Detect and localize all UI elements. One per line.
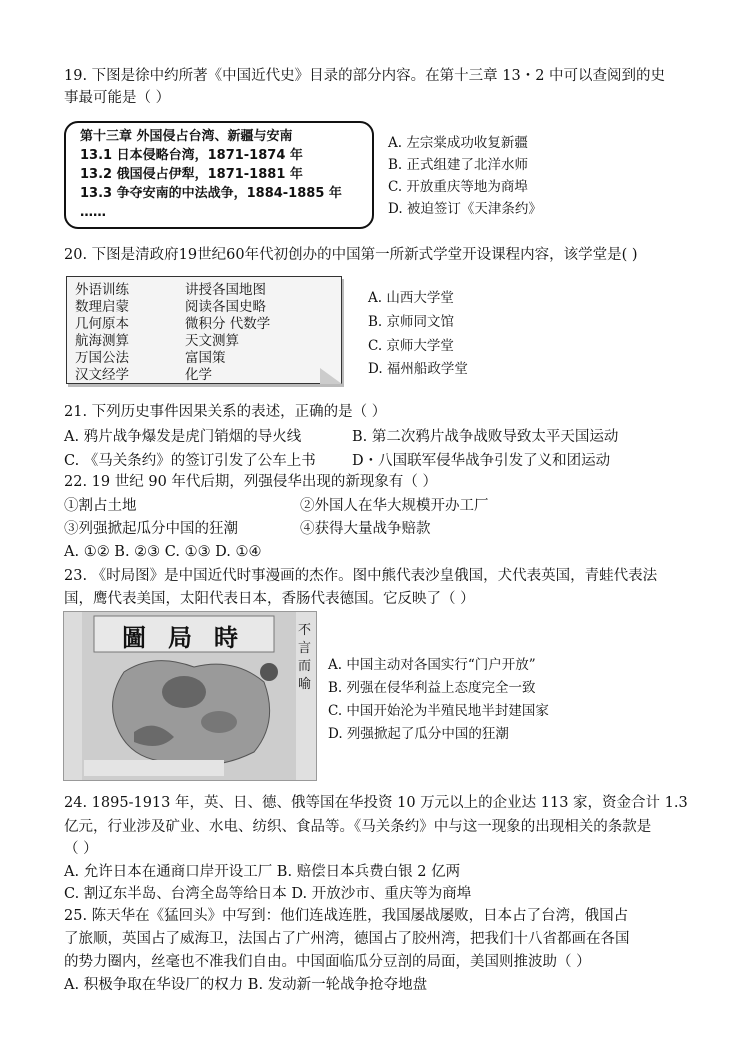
q20-curriculum-box bbox=[66, 276, 342, 384]
q20-option-a[interactable]: A. 山西大学堂 bbox=[368, 290, 454, 306]
q21-option-a[interactable]: A. 鸦片战争爆发是虎门销烟的导火线 bbox=[64, 429, 302, 445]
q25-stem-line1: 25. 陈天华在《猛回头》中写到：他们连战连胜，我国屡战屡败，日本占了台湾，俄国占 bbox=[64, 908, 629, 924]
q20-course: 讲授各国地图 bbox=[185, 282, 266, 298]
q20-course: 外语训练 bbox=[75, 282, 129, 298]
q20-course: 富国策 bbox=[185, 350, 226, 366]
q23-stem-line2: 国，鹰代表美国，太阳代表日本，香肠代表德国。它反映了（ ） bbox=[64, 591, 475, 607]
q19-box-row: 13.3 争夺安南的中法战争，1884-1885 年 bbox=[80, 186, 342, 201]
q21-stem: 21. 下列历史事件因果关系的表述，正确的是（ ） bbox=[64, 404, 387, 420]
q19-stem-line1: 19. 下图是徐中约所著《中国近代史》目录的部分内容。在第十三章 13・2 中可以查阅到的史 bbox=[64, 68, 666, 84]
q23-option-d[interactable]: D. 列强掀起了瓜分中国的狂潮 bbox=[328, 726, 509, 742]
page-curl-decoration bbox=[320, 368, 342, 384]
q19-stem-line2: 事最可能是（ ） bbox=[64, 90, 171, 106]
q20-course: 天文测算 bbox=[185, 333, 239, 349]
q20-course: 数理启蒙 bbox=[75, 299, 129, 315]
q20-option-b[interactable]: B. 京师同文馆 bbox=[368, 314, 455, 330]
q19-option-b[interactable]: B. 正式组建了北洋水师 bbox=[388, 157, 529, 173]
q20-course: 阅读各国史略 bbox=[185, 299, 266, 315]
q25-options-ab[interactable]: A. 积极争取在华设厂的权力 B. 发动新一轮战争抢夺地盘 bbox=[64, 977, 428, 993]
q21-option-c[interactable]: C. 《马关条约》的签订引发了公车上书 bbox=[64, 453, 316, 469]
q20-course: 万国公法 bbox=[75, 350, 129, 366]
q20-option-c[interactable]: C. 京师大学堂 bbox=[368, 338, 454, 354]
q20-option-d[interactable]: D. 福州船政学堂 bbox=[368, 361, 468, 377]
q19-contents-box bbox=[64, 121, 374, 229]
q23-stem-line1: 23. 《时局图》是中国近代时事漫画的杰作。图中熊代表沙皇俄国，犬代表英国，青蛙代表法 bbox=[64, 568, 658, 584]
q25-stem-line2: 了旅顺，英国占了威海卫，法国占了广州湾，德国占了胶州湾，把我们十八省都画在各国 bbox=[64, 931, 630, 947]
q22-item-2: ②外国人在华大规模开办工厂 bbox=[300, 498, 489, 514]
q19-box-row: 13.2 俄国侵占伊犁，1871-1881 年 bbox=[80, 167, 303, 182]
q20-course: 汉文经学 bbox=[75, 367, 129, 383]
q20-course: 航海测算 bbox=[75, 333, 129, 349]
q19-box-chapter: 第十三章 外国侵占台湾、新疆与安南 bbox=[80, 129, 293, 144]
cartoon-title: 圖局時 bbox=[122, 623, 260, 652]
q21-option-d[interactable]: D・八国联军侵华战争引发了义和团运动 bbox=[352, 453, 611, 469]
shiju-tu-cartoon bbox=[63, 611, 317, 781]
q19-option-a[interactable]: A. 左宗棠成功收复新疆 bbox=[388, 135, 528, 151]
q20-course: 微积分 代数学 bbox=[185, 316, 271, 332]
q22-item-4: ④获得大量战争赔款 bbox=[300, 521, 431, 537]
q24-stem-line3: （ ） bbox=[64, 841, 98, 857]
q24-options-ab[interactable]: A. 允许日本在通商口岸开设工厂 B. 赔偿日本兵费白银 2 亿两 bbox=[64, 864, 461, 880]
q22-item-1: ①割占土地 bbox=[64, 498, 137, 514]
q20-course: 几何原本 bbox=[75, 316, 129, 332]
q19-box-row: 13.1 日本侵略台湾，1871-1874 年 bbox=[80, 148, 303, 163]
q25-stem-line3: 的势力圈内，丝毫也不准我们自由。中国面临瓜分豆剖的局面，美国则推波助（ ） bbox=[64, 954, 591, 970]
q19-option-d[interactable]: D. 被迫签订《天津条约》 bbox=[388, 201, 542, 217]
q22-options[interactable]: A. ①② B. ②③ C. ①③ D. ①④ bbox=[64, 544, 262, 560]
q23-option-a[interactable]: A. 中国主动对各国实行“门户开放” bbox=[328, 657, 536, 673]
cartoon-side-text: 不言而喻 bbox=[298, 623, 312, 692]
q19-box-ellipsis: …… bbox=[80, 205, 106, 220]
q19-option-c[interactable]: C. 开放重庆等地为商埠 bbox=[388, 179, 528, 195]
q24-stem-line2: 亿元，行业涉及矿业、水电、纺织、食品等。《马关条约》中与这一现象的出现相关的条款是 bbox=[64, 819, 652, 835]
q23-option-c[interactable]: C. 中国开始沦为半殖民地半封建国家 bbox=[328, 703, 549, 719]
q22-stem: 22. 19 世纪 90 年代后期，列强侵华出现的新现象有（ ） bbox=[64, 474, 438, 490]
q20-course: 化学 bbox=[185, 367, 212, 383]
q24-options-cd[interactable]: C. 割辽东半岛、台湾全岛等给日本 D. 开放沙市、重庆等为商埠 bbox=[64, 886, 472, 902]
q24-stem-line1: 24. 1895-1913 年，英、日、德、俄等国在华投资 10 万元以上的企业达 113 家，资金合计 1.3 bbox=[64, 795, 688, 811]
q21-option-b[interactable]: B. 第二次鸦片战争战败导致太平天国运动 bbox=[352, 429, 619, 445]
q20-stem-line1: 20. 下图是清政府19世纪60年代初创办的中国第一所新式学堂开设课程内容，该学堂是( ) bbox=[64, 247, 638, 263]
q23-option-b[interactable]: B. 列强在侵华利益上态度完全一致 bbox=[328, 680, 536, 696]
q22-item-3: ③列强掀起瓜分中国的狂潮 bbox=[64, 521, 238, 537]
